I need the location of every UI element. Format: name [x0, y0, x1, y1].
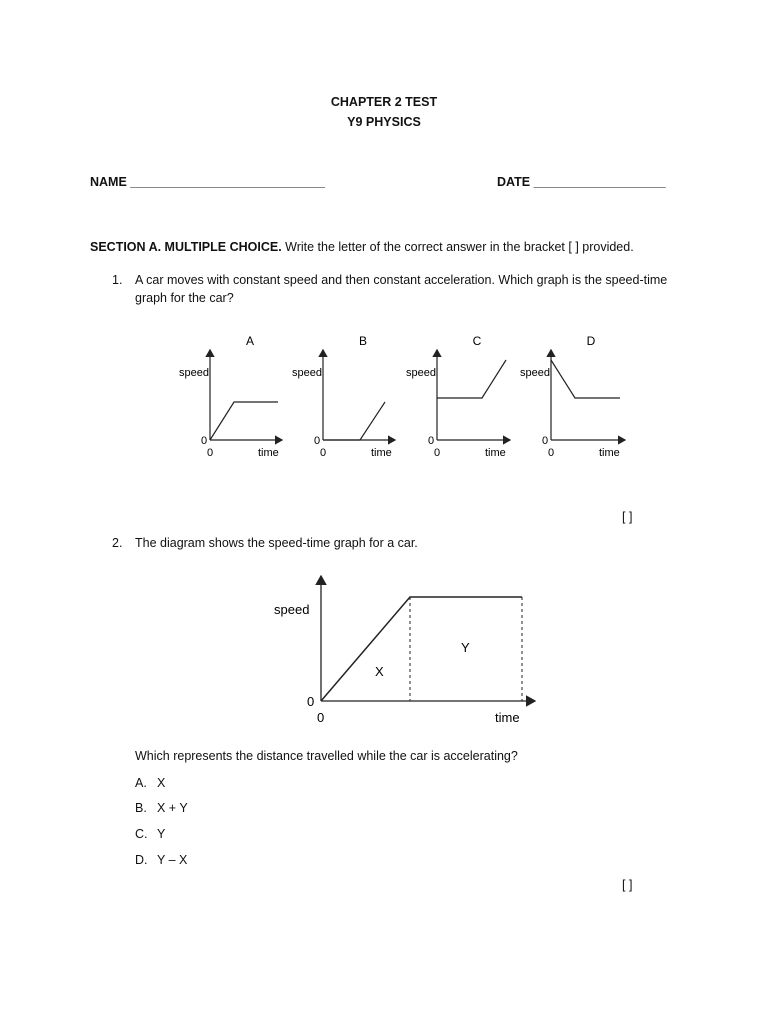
q2-ylabel: speed — [274, 602, 310, 617]
q1-answer-bracket[interactable]: [ ] — [622, 510, 633, 524]
option-b-text: X + Y — [157, 801, 188, 815]
graph-a-origin-x: 0 — [207, 447, 214, 459]
section-title: SECTION A. MULTIPLE CHOICE. — [90, 240, 282, 254]
graph-a-xlabel: time — [258, 447, 279, 459]
q2-question: Which represents the distance travelled while the car is accelerating? — [135, 749, 518, 763]
graph-a-letter: A — [245, 334, 255, 348]
graph-d-origin-x: 0 — [548, 447, 555, 459]
option-b[interactable] — [135, 801, 188, 815]
q2-region-x: X — [375, 664, 384, 679]
q2-xlabel: time — [495, 710, 520, 725]
graph-b-ylabel: speed — [292, 367, 322, 379]
q1-text-line1: A car moves with constant speed and then constant acceleration. Which graph is the speed-time — [135, 273, 668, 287]
date-field: DATE ___________________ — [497, 175, 666, 189]
option-c-text: Y — [157, 827, 166, 841]
graph-a — [179, 334, 282, 459]
name-field: NAME ____________________________ — [90, 175, 325, 189]
test-title: CHAPTER 2 TEST — [330, 95, 438, 109]
section-heading — [90, 240, 634, 254]
graph-c-origin-x: 0 — [434, 447, 441, 459]
q2-origin-x: 0 — [317, 710, 325, 725]
q2-graph — [265, 570, 545, 730]
q2-answer-bracket[interactable]: [ ] — [622, 878, 633, 892]
graph-b-letter: B — [358, 334, 368, 348]
graph-b-line — [323, 402, 385, 440]
graph-b-origin-x: 0 — [320, 447, 327, 459]
q1-text-line2: graph for the car? — [135, 291, 234, 305]
graph-d — [520, 334, 625, 459]
q2-speed-line — [321, 597, 522, 701]
option-a[interactable] — [135, 776, 165, 790]
graph-a-ylabel: speed — [179, 367, 209, 379]
graph-c-xlabel: time — [485, 447, 506, 459]
graph-d-origin-y: 0 — [542, 435, 549, 447]
graph-c — [406, 334, 510, 459]
graph-b-origin-y: 0 — [314, 435, 321, 447]
q1-number: 1. — [112, 273, 123, 287]
option-d[interactable] — [135, 853, 187, 867]
graph-d-letter: D — [586, 334, 596, 348]
q2-number: 2. — [112, 536, 123, 550]
graph-c-ylabel: speed — [406, 367, 436, 379]
section-instruction: Write the letter of the correct answer in the bracket [ ] provided. — [281, 240, 634, 254]
q2-region-y: Y — [461, 640, 470, 655]
option-b-letter: B. — [135, 801, 147, 815]
graph-a-line — [210, 402, 278, 440]
test-subtitle: Y9 PHYSICS — [347, 115, 421, 129]
option-c[interactable] — [135, 827, 165, 841]
option-a-text: X — [157, 776, 166, 790]
graph-c-letter: C — [472, 334, 482, 348]
graph-a-origin-y: 0 — [201, 435, 208, 447]
graph-b-xlabel: time — [371, 447, 392, 459]
q1-graphs — [170, 330, 640, 465]
graph-b — [292, 334, 395, 459]
graph-c-line — [437, 360, 506, 398]
graph-d-line — [551, 360, 620, 398]
graph-d-xlabel: time — [599, 447, 620, 459]
option-d-text: Y – X — [157, 853, 188, 867]
q2-origin-y: 0 — [307, 694, 315, 709]
option-c-letter: C. — [135, 827, 148, 841]
graph-c-origin-y: 0 — [428, 435, 435, 447]
q2-text: The diagram shows the speed-time graph for a car. — [135, 536, 418, 550]
option-d-letter: D. — [135, 853, 148, 867]
option-a-letter: A. — [135, 776, 147, 790]
graph-d-ylabel: speed — [520, 367, 550, 379]
